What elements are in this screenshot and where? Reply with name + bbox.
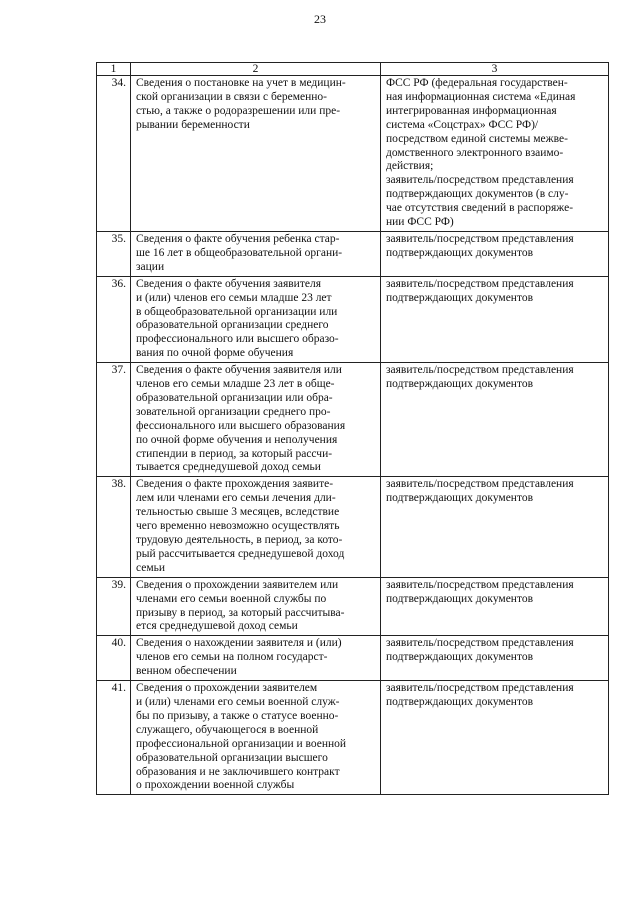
cell-text-line: Сведения о факте обучения ребенка стар- [136,232,340,245]
column-header-3: 3 [381,63,609,76]
cell-text-line: семьи [136,561,166,574]
cell-text-line: заявитель/посредством представления [386,682,574,695]
cell-text-line: образовательной организации высшего [136,751,328,764]
cell-text-line: рывании беременности [136,118,250,131]
source-cell [381,577,609,636]
cell-text-line: ше 16 лет в общеобразовательной органи- [136,246,343,259]
cell-text-line: действия; [386,160,434,173]
table-row [97,231,609,276]
row-number: 37. [97,363,131,477]
cell-text-line: подтверждающих документов [386,378,534,391]
cell-text-line: образования и не заключившего контракт [136,765,340,778]
cell-text-line: заявитель/посредством представления [386,174,574,187]
cell-text-line: подтверждающих документов [386,246,534,259]
cell-text-line: Сведения о постановке на учет в медицин- [136,77,346,89]
cell-text-line: подтверждающих документов [386,492,534,505]
row-number: 40. [97,636,131,681]
source-cell [381,477,609,577]
cell-text-line: подтверждающих документов [386,592,534,605]
cell-text-line: заявитель/посредством представления [386,277,574,290]
cell-text-line: призыву в период, за который рассчитыва- [136,606,345,619]
cell-text-line: подтверждающих документов (в слу- [386,188,569,201]
document-table [96,62,609,795]
cell-text-line: стипендии в период, за который рассчи- [136,447,333,460]
cell-text-line: нии ФСС РФ) [386,216,454,229]
cell-text-line: чае отсутствия сведений в распоряже- [386,202,574,215]
cell-text-line: подтверждающих документов [386,651,534,664]
cell-text-line: по очной форме обучения и неполучения [136,433,338,446]
row-number: 39. [97,577,131,636]
cell-text-line: членов его семьи младше 23 лет в обще- [136,378,335,391]
table-row [97,276,609,362]
cell-text-line: профессиональной организации и военной [136,737,347,750]
cell-text-line: ная информационная система «Единая [386,90,576,103]
cell-text-line: и (или) членами его семьи военной служ- [136,695,340,708]
cell-text-line: Сведения о факте прохождения заявите- [136,478,334,491]
cell-text-line: заявитель/посредством представления [386,364,574,377]
information-cell [131,231,381,276]
cell-text-line: фессионального или высшего образования [136,419,346,432]
cell-text-line: трудовую деятельность, в период, за кото- [136,534,343,546]
cell-text-line: заявитель/посредством представления [386,637,574,650]
page-number: 23 [314,12,326,26]
cell-text-line: подтверждающих документов [386,291,534,304]
cell-text-line: подтверждающих документов [386,695,534,708]
cell-text-line: членами его семьи военной службы по [136,592,327,605]
cell-text-line: заявитель/посредством представления [386,232,574,245]
information-cell [131,636,381,681]
table-header-row [97,63,609,76]
cell-text-line: о прохождении военной службы [136,779,295,792]
source-cell [381,76,609,232]
cell-text-line: ской организации в связи с беременно- [136,90,327,103]
cell-text-line: ФСС РФ (федеральная государствен- [386,77,568,89]
source-cell [381,231,609,276]
cell-text-line: зации [136,260,165,273]
column-header-2: 2 [131,63,381,76]
cell-text-line: тельностью свыше 3 месяцев, вследствие [136,506,340,519]
cell-text-line: Сведения о прохождении заявителем [136,682,318,695]
cell-text-line: интегрированная информационная [386,104,557,117]
cell-text-line: ется среднедушевой доход семьи [136,620,298,633]
cell-text-line: Сведения о факте обучения заявителя [136,277,321,290]
table-row [97,636,609,681]
table-row [97,681,609,795]
cell-text-line: система «Соцстрах» ФСС РФ)/ [386,118,539,131]
cell-text-line: бы по призыву, а также о статусе военно- [136,709,339,722]
cell-text-line: образовательной организации или обра- [136,391,333,404]
column-header-1: 1 [97,63,131,76]
table-row [97,76,609,232]
cell-text-line: венном обеспечении [136,665,237,678]
table-row [97,363,609,477]
cell-text-line: Сведения о факте обучения заявителя или [136,364,342,377]
source-cell [381,681,609,795]
row-number: 41. [97,681,131,795]
source-cell [381,363,609,477]
row-number: 34. [97,76,131,232]
cell-text-line: образовательной организации среднего [136,319,329,332]
cell-text-line: профессионального или высшего образо- [136,333,339,346]
information-cell [131,76,381,232]
cell-text-line: стью, а также о родоразрешении или пре- [136,104,341,117]
cell-text-line: вания по очной форме обучения [136,347,294,360]
row-number: 36. [97,276,131,362]
source-cell [381,276,609,362]
cell-text-line: служащего, обучающегося в военной [136,723,319,736]
table-row [97,477,609,577]
information-cell [131,577,381,636]
cell-text-line: Сведения о нахождении заявителя и (или) [136,637,342,650]
row-number: 35. [97,231,131,276]
information-cell [131,363,381,477]
table-row [97,577,609,636]
cell-text-line: посредством единой системы межве- [386,132,568,145]
cell-text-line: рый рассчитывается среднедушевой доход [136,547,345,560]
table-body [97,76,609,795]
cell-text-line: Сведения о прохождении заявителем или [136,578,339,591]
information-cell [131,681,381,795]
cell-text-line: чего временно невозможно осуществлять [136,520,340,533]
cell-text-line: зовательной организации среднего про- [136,405,331,418]
cell-text-line: домственного электронного взаимо- [386,146,564,159]
cell-text-line: в общеобразовательной организации или [136,305,338,318]
cell-text-line: тывается среднедушевой доход семьи [136,461,321,474]
cell-text-line: заявитель/посредством представления [386,478,574,491]
information-cell [131,477,381,577]
cell-text-line: и (или) членов его семьи младше 23 лет [136,291,332,304]
cell-text-line: членов его семьи на полном государст- [136,651,328,664]
row-number: 38. [97,477,131,577]
source-cell [381,636,609,681]
information-cell [131,276,381,362]
cell-text-line: заявитель/посредством представления [386,578,574,591]
cell-text-line: лем или членами его семьи лечения дли- [136,492,336,505]
